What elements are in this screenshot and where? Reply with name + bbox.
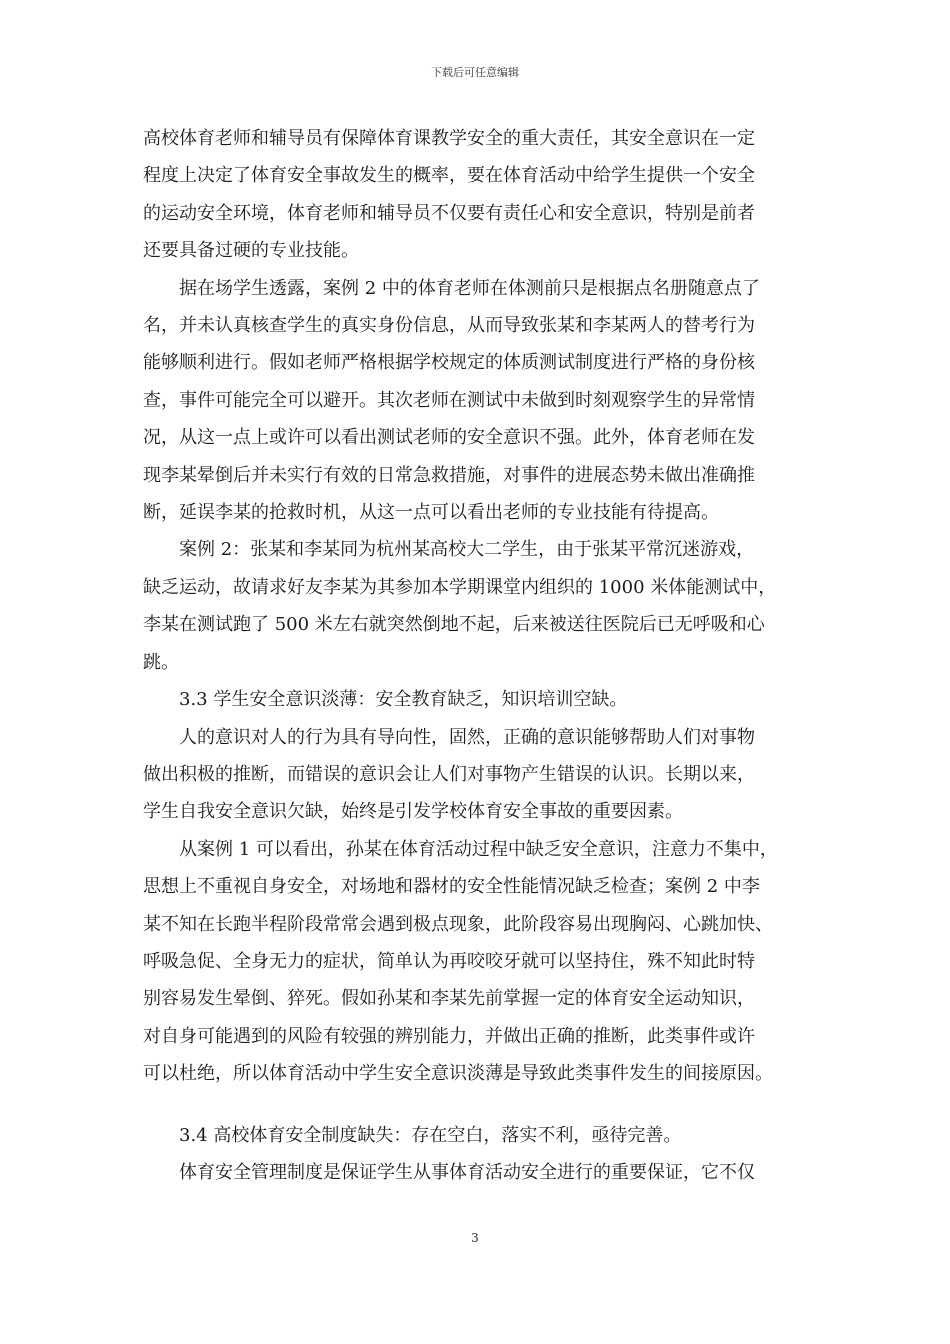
- section-heading-3-3: 3.3 学生安全意识淡薄：安全教育缺乏，知识培训空缺。: [143, 689, 628, 711]
- text-line: 呼吸急促、全身无力的症状，简单认为再咬咬牙就可以坚持住，殊不知此时特: [143, 950, 755, 972]
- text-line: 对自身可能遇到的风险有较强的辨别能力，并做出正确的推断，此类事件或许: [143, 1025, 755, 1047]
- text-line: 查，事件可能完全可以避开。其次老师在测试中未做到时刻观察学生的异常情: [143, 389, 755, 411]
- text-line: 缺乏运动，故请求好友李某为其参加本学期课堂内组织的 1000 米体能测试中，: [143, 576, 777, 598]
- page-number: 3: [471, 1231, 479, 1245]
- text-line: 可以杜绝，所以体育活动中学生安全意识淡薄是导致此类事件发生的间接原因。: [143, 1063, 773, 1085]
- text-line: 高校体育老师和辅导员有保障体育课教学安全的重大责任，其安全意识在一定: [143, 128, 755, 149]
- text-line: 案例 2：张某和李某同为杭州某高校大二学生，由于张某平常沉迷游戏，: [143, 539, 755, 561]
- text-line: 能够顺利进行。假如老师严格根据学校规定的体质测试制度进行严格的身份核: [143, 352, 755, 374]
- text-line: 某不知在长跑半程阶段常常会遇到极点现象，此阶段容易出现胸闷、心跳加快、: [143, 913, 773, 935]
- text-line: 学生自我安全意识欠缺，始终是引发学校体育安全事故的重要因素。: [143, 801, 683, 823]
- text-line: 现李某晕倒后并未实行有效的日常急救措施，对事件的进展态势未做出准确推: [143, 464, 755, 486]
- text-line: 思想上不重视自身安全，对场地和器材的安全性能情况缺乏检查；案例 2 中李: [143, 876, 760, 898]
- text-line: 李某在测试跑了 500 米左右就突然倒地不起，后来被送往医院后已无呼吸和心: [143, 614, 765, 636]
- text-line: 跳。: [143, 651, 179, 673]
- text-line: 别容易发生晕倒、猝死。假如孙某和李某先前掌握一定的体育安全运动知识，: [143, 988, 755, 1010]
- section-heading-3-4: 3.4 高校体育安全制度缺失：存在空白，落实不利，亟待完善。: [143, 1124, 682, 1146]
- text-line: 人的意识对人的行为具有导向性，固然，正确的意识能够帮助人们对事物: [143, 726, 755, 748]
- text-line: 从案例 1 可以看出，孙某在体育活动过程中缺乏安全意识，注意力不集中，: [143, 838, 778, 860]
- text-line: 做出积极的推断，而错误的意识会让人们对事物产生错误的认识。长期以来，: [143, 763, 755, 785]
- paragraph-gap: [143, 1093, 823, 1117]
- text-line: 据在场学生透露，案例 2 中的体育老师在体测前只是根据点名册随意点了: [143, 277, 760, 299]
- document-body: [143, 120, 823, 1191]
- text-line: 况，从这一点上或许可以看出测试老师的安全意识不强。此外，体育老师在发: [143, 427, 755, 449]
- text-line: 名，并未认真核查学生的真实身份信息，从而导致张某和李某两人的替考行为: [143, 315, 755, 337]
- text-line: 还要具备过硬的专业技能。: [143, 240, 359, 262]
- text-line: 程度上决定了体育安全事故发生的概率，要在体育活动中给学生提供一个安全: [143, 165, 755, 187]
- text-line: 体育安全管理制度是保证学生从事体育活动安全进行的重要保证，它不仅: [143, 1161, 755, 1183]
- page-header: 下载后可任意编辑: [431, 66, 519, 79]
- text-line: 的运动安全环境，体育老师和辅导员不仅要有责任心和安全意识，特别是前者: [143, 202, 755, 224]
- text-line: 断，延误李某的抢救时机，从这一点可以看出老师的专业技能有待提高。: [143, 502, 719, 524]
